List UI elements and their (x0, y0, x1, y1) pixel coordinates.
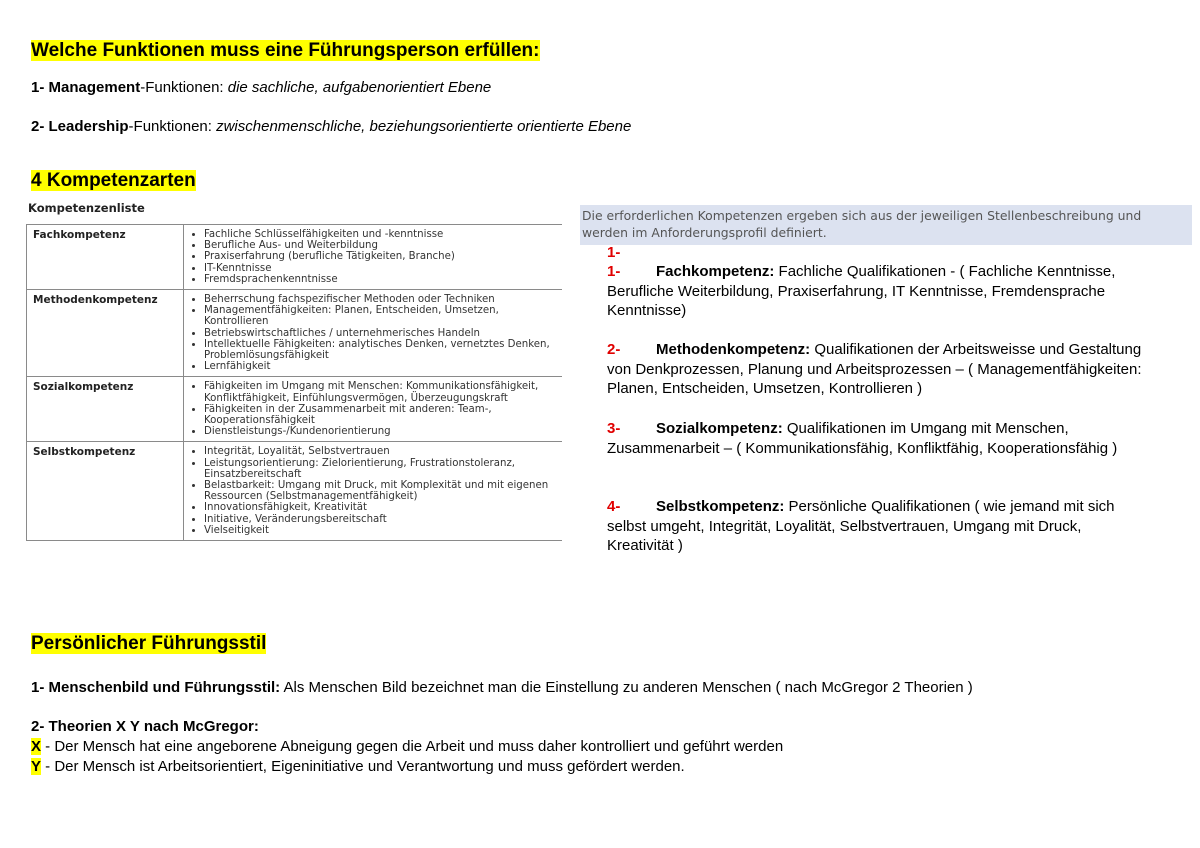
list-item: • Fähigkeiten in der Zusammenarbeit mit anderen: Team-, Kooperationsfähigkeit (204, 404, 559, 426)
table-cell-name: Methodenkompetenz (27, 290, 184, 377)
list-item: • Leistungsorientierung: Zielorientierung, Frustrationstoleranz, Einsatzbereitschaft (204, 458, 559, 480)
list-item: • IT-Kenntnisse (204, 263, 559, 274)
list-item: • Lernfähigkeit (204, 361, 559, 372)
heading-functions: Welche Funktionen muss eine Führungsperson erfüllen: (31, 40, 540, 61)
table-cell-items (184, 442, 563, 541)
list-item: • Betriebswirtschaftliches / unternehmerisches Handeln (204, 328, 559, 339)
menschenbild-line: 1- Menschenbild und Führungsstil: Als Menschen Bild bezeichnet man die Einstellung zu anderen Menschen ( nach McGregor 2 Theorien ) (31, 679, 973, 696)
function-leadership: 2- Leadership-Funktionen: zwischenmenschliche, beziehungsorientierte orientierte Ebene (31, 118, 632, 135)
list-item: • Innovationsfähigkeit, Kreativität (204, 502, 559, 513)
table-cell-items (184, 377, 563, 442)
kompetenz-table (26, 224, 562, 541)
table-cell-name: Selbstkompetenz (27, 442, 184, 541)
list-item: • Fähigkeiten im Umgang mit Menschen: Kommunikationsfähigkeit, Konfliktfähigkeit, Einfühlungsvermögen, Überzeugungskraft (204, 381, 559, 403)
list-item: • Fachliche Schlüsselfähigkeiten und -kenntnisse (204, 229, 559, 240)
table-cell-items (184, 225, 563, 290)
list-item: • Fremdsprachenkenntnisse (204, 274, 559, 285)
table-row (27, 225, 563, 290)
heading-fuehrungsstil: Persönlicher Führungsstil (31, 633, 267, 654)
list-item: • Managementfähigkeiten: Planen, Entscheiden, Umsetzen, Kontrollieren (204, 305, 559, 327)
table-row (27, 377, 563, 442)
theorie-x-line: X - Der Mensch hat eine angeborene Abneigung gegen die Arbeit und muss daher kontrolliert und geführt werden (31, 738, 784, 755)
list-item: • Initiative, Veränderungsbereitschaft (204, 514, 559, 525)
stray-number: 1- (607, 244, 621, 261)
table-row (27, 442, 563, 541)
kompetenz-item-sozial: 3- Sozialkompetenz: Qualifikationen im Umgang mit Menschen, Zusammenarbeit – ( Kommunikationsfähig, Konfliktfähig, Kooperationsfähig ) (607, 420, 1118, 457)
table-cell-name: Sozialkompetenz (27, 377, 184, 442)
table-cell-name: Fachkompetenz (27, 225, 184, 290)
list-item: • Intellektuelle Fähigkeiten: analytisches Denken, vernetztes Denken, Problemlösungsfähigkeit (204, 339, 559, 361)
kompetenz-item-fach: 1- Fachkompetenz: Fachliche Qualifikationen - ( Fachliche Kenntnisse, Berufliche Weiterbildung, Praxiserfahrung, IT Kenntnisse, Fremdensprache Kenntnisse) (607, 263, 1116, 319)
theorie-y-line: Y - Der Mensch ist Arbeitsorientiert, Eigeninitiative und Verantwortung und muss gefördert werden. (31, 758, 685, 775)
callout-box: Die erforderlichen Kompetenzen ergeben sich aus der jeweiligen Stellenbeschreibung und werden im Anforderungsprofil definiert. (580, 205, 1192, 245)
list-item: • Praxiserfahrung (berufliche Tätigkeiten, Branche) (204, 251, 559, 262)
heading-kompetenzarten: 4 Kompetenzarten (31, 170, 196, 191)
list-item: • Integrität, Loyalität, Selbstvertrauen (204, 446, 559, 457)
kompetenz-item-methoden: 2- Methodenkompetenz: Qualifikationen der Arbeitsweisse und Gestaltung von Denkprozessen, Planung und Arbeitsprozessen – ( Managementfähigkeiten: Planen, Entscheiden, Umsetzen, Kontrollieren ) (607, 341, 1142, 397)
kompetenz-item-selbst: 4- Selbstkompetenz: Persönliche Qualifikationen ( wie jemand mit sich selbst umgeht, Integrität, Loyalität, Selbstvertrauen, Umgang mit Druck, Kreativität ) (607, 498, 1115, 554)
table-caption: Kompetenzenliste (28, 201, 145, 215)
list-item: • Vielseitigkeit (204, 525, 559, 536)
list-item: • Dienstleistungs-/Kundenorientierung (204, 426, 559, 437)
table-row (27, 290, 563, 377)
function-management: 1- Management-Funktionen: die sachliche, aufgabenorientiert Ebene (31, 79, 492, 96)
table-cell-items (184, 290, 563, 377)
kompetenzenliste-image (26, 197, 562, 609)
theorien-heading: 2- Theorien X Y nach McGregor: (31, 718, 259, 735)
list-item: • Beherrschung fachspezifischer Methoden oder Techniken (204, 294, 559, 305)
list-item: • Belastbarkeit: Umgang mit Druck, mit Komplexität und mit eigenen Ressourcen (Selbstmanagementfähigkeit) (204, 480, 559, 502)
list-item: • Berufliche Aus- und Weiterbildung (204, 240, 559, 251)
